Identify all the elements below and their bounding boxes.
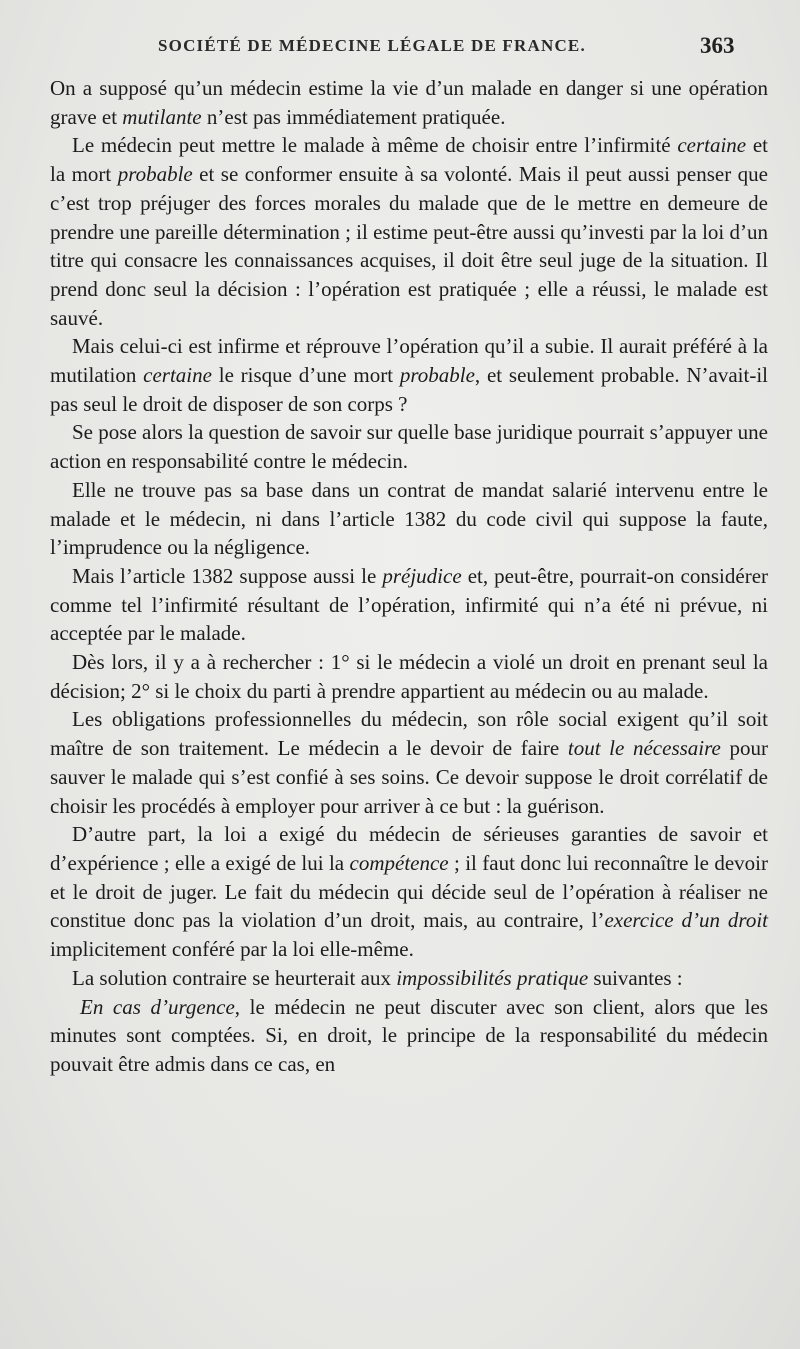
paragraph bbox=[50, 820, 768, 964]
italic-text: préjudice bbox=[382, 563, 462, 588]
paragraph-text: Les obligations professionnelles du médecin, son rôle social exigent qu’il soit maître de son traitement. Le médecin a le devoir de faire bbox=[50, 707, 768, 761]
paragraph-text: et la mort bbox=[50, 133, 768, 187]
paragraph bbox=[50, 648, 768, 705]
paragraph-text: et, peut-être, pourrait-on considérer comme tel l’infirmité résultant de l’opération, infirmité qui n’a été ni prévue, ni acceptée par le malade. bbox=[50, 563, 769, 646]
paragraph-text: et se conformer ensuite à sa volonté. Mais il peut aussi penser que c’est trop préjuger des forces morales du malade que de le mettre en demeure de prendre une pareille détermination ; il estime peut-être aussi qu’investi par la loi d’un titre qui consacre les connaissances acquises, il doit être seul juge de la situation. Il prend donc seul la décision : l’opération est pratiquée ; elle a réussi, le malade est sauvé. bbox=[50, 162, 768, 330]
paragraph-text: , et seulement probable. N’avait-il pas seul le droit de disposer de son corps ? bbox=[50, 363, 768, 416]
paragraph-text: D’autre part, la loi a exigé du médecin de sérieuses garanties de savoir et d’expérience ; elle a exigé de lui la bbox=[50, 822, 768, 875]
italic-text: probable bbox=[117, 162, 193, 187]
page-number: 363 bbox=[700, 33, 735, 58]
paragraph-text: le risque d’une mort bbox=[211, 363, 400, 388]
italic-text: tout le nécessaire bbox=[567, 736, 721, 761]
paragraph-text: Se pose alors la question de savoir sur quelle base juridique pourrait s’appuyer une action en responsabilité contre le médecin. bbox=[50, 420, 768, 474]
running-title: SOCIÉTÉ DE MÉDECINE LÉGALE DE FRANCE. bbox=[158, 36, 586, 55]
paragraph bbox=[50, 476, 768, 562]
paragraph bbox=[50, 418, 768, 475]
paragraph bbox=[50, 993, 768, 1079]
paragraph bbox=[50, 131, 768, 332]
paragraph-text: pour sauver le malade qui s’est confié à ses soins. Ce devoir suppose le droit corrélatif de choisir les procédés à employer pour arriver à ce but : la guérison. bbox=[50, 736, 768, 818]
paragraph bbox=[50, 705, 768, 820]
paragraph bbox=[50, 74, 768, 131]
paragraph bbox=[50, 332, 768, 418]
paragraph-text: n’est pas immédiatement pratiquée. bbox=[201, 104, 506, 129]
italic-text: compétence bbox=[349, 850, 449, 875]
paragraph-text: ; il faut donc lui reconnaître le devoir et le droit de juger. Le fait du médecin qui décide seul de l’opération à réaliser ne constitue donc pas la violation d’un droit, mais, au contraire, l’ bbox=[50, 850, 769, 933]
paragraph-text: On a supposé qu’un médecin estime la vie d’un malade en danger si une opération grave et bbox=[50, 76, 768, 129]
paragraph-text: Mais celui-ci est infirme et réprouve l’opération qu’il a subie. Il aurait préféré à la mutilation bbox=[50, 334, 768, 388]
italic-text: En cas d’urgence bbox=[80, 994, 235, 1019]
paragraph-text: Mais l’article 1382 suppose aussi le bbox=[72, 563, 383, 588]
paragraph-text: , le médecin ne peut discuter avec son client, alors que les minutes sont comptées. Si, en droit, le principe de la responsabilité du médecin pouvait être admis dans ce cas, en bbox=[50, 994, 768, 1076]
paragraph-text: Dès lors, il y a à rechercher : 1° si le médecin a violé un droit en prenant seul la décision; 2° si le choix du parti à prendre appartient au médecin ou au malade. bbox=[50, 650, 768, 703]
paragraph-text: implicitement conféré par la loi elle-même. bbox=[50, 937, 414, 962]
italic-text: probable bbox=[399, 363, 475, 388]
italic-text: impossibilités pratique bbox=[396, 965, 589, 990]
italic-text: mutilante bbox=[122, 104, 202, 129]
paragraph bbox=[50, 562, 768, 648]
page-header bbox=[0, 33, 800, 68]
paragraph-text: suivantes : bbox=[588, 965, 683, 990]
paragraph bbox=[50, 964, 768, 993]
paragraph-text: Elle ne trouve pas sa base dans un contrat de mandat salarié intervenu entre le malade et le médecin, ni dans l’article 1382 du code civil qui suppose la faute, l’imprudence ou la négligence. bbox=[50, 477, 768, 560]
paragraph-text: Le médecin peut mettre le malade à même de choisir entre l’infirmité bbox=[72, 133, 678, 158]
paragraph-text: La solution contraire se heurterait aux bbox=[72, 965, 397, 990]
italic-text: exercice d’un droit bbox=[604, 908, 768, 933]
italic-text: certaine bbox=[677, 133, 747, 158]
italic-text: certaine bbox=[143, 363, 212, 388]
body-text bbox=[50, 74, 768, 1079]
